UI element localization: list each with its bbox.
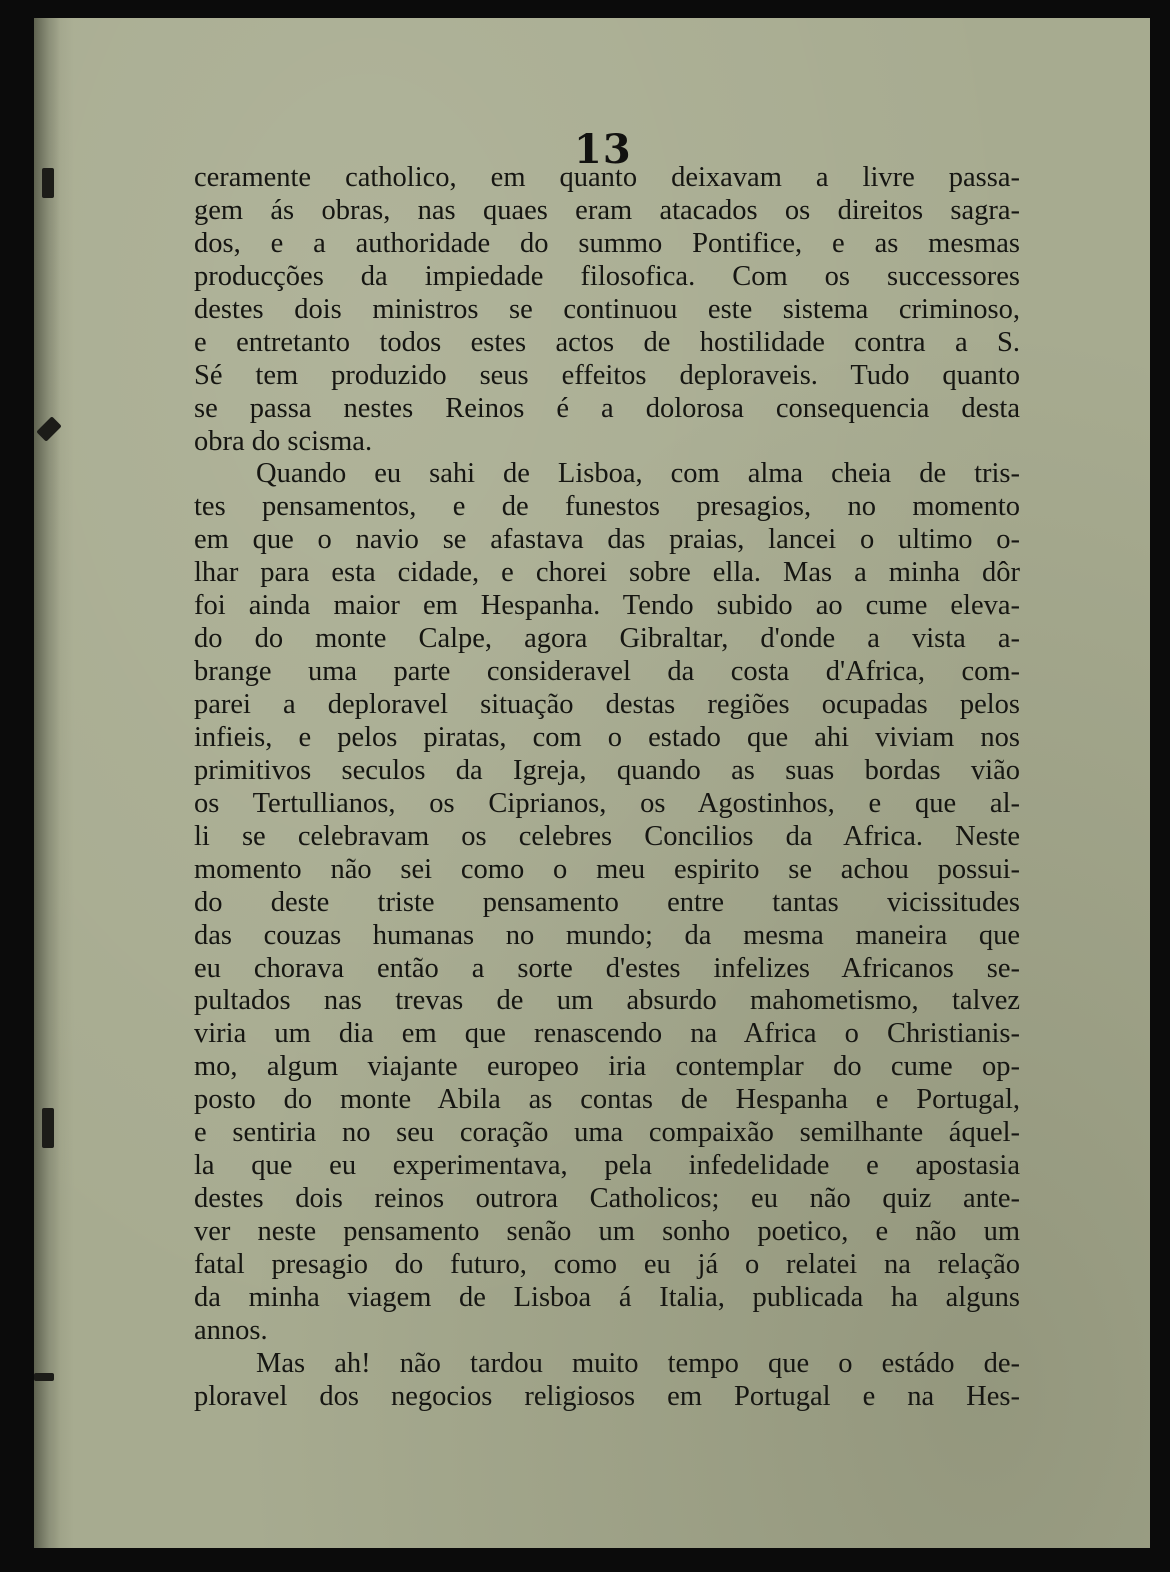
binding-thread-mark bbox=[34, 1373, 54, 1381]
binding-thread-mark bbox=[42, 168, 54, 198]
text-line: dos, e a authoridade do summo Pontifice, e as mesmas bbox=[194, 227, 1020, 259]
text-line: em que o navio se afastava das praias, lancei o ultimo o- bbox=[194, 524, 1020, 556]
text-line: brange uma parte consideravel da costa d'Africa, com- bbox=[194, 656, 1020, 688]
text-line: do deste triste pensamento entre tantas vicissitudes bbox=[194, 886, 1020, 918]
text-line: gem ás obras, nas quaes eram atacados os direitos sagra- bbox=[194, 194, 1020, 226]
text-line: e sentiria no seu coração uma compaixão semilhante áquel- bbox=[194, 1117, 1020, 1149]
text-line: eu chorava então a sorte d'estes infelizes Africanos se- bbox=[194, 952, 1020, 984]
text-line: producções da impiedade filosofica. Com os successores bbox=[194, 260, 1020, 292]
text-line: tes pensamentos, e de funestos presagios, no momento bbox=[194, 491, 1020, 523]
text-line: da minha viagem de Lisboa á Italia, publicada ha alguns bbox=[194, 1281, 1020, 1313]
text-line: momento não sei como o meu espirito se achou possui- bbox=[194, 853, 1020, 885]
text-line: ceramente catholico, em quanto deixavam a livre passa- bbox=[194, 162, 1020, 193]
text-line: destes dois reinos outrora Catholicos; eu não quiz ante- bbox=[194, 1183, 1020, 1215]
text-line: e entretanto todos estes actos de hostilidade contra a S. bbox=[194, 326, 1020, 358]
text-line: infieis, e pelos piratas, com o estado que ahi viviam nos bbox=[194, 721, 1020, 753]
page-number: 13 bbox=[574, 126, 632, 173]
text-line: parei a deploravel situação destas regiões ocupadas pelos bbox=[194, 689, 1020, 720]
text-line: Mas ah! não tardou muito tempo que o estádo de- bbox=[256, 1347, 1020, 1379]
text-line: os Tertullianos, os Ciprianos, os Agostinhos, e que al- bbox=[194, 787, 1020, 819]
text-line: fatal presagio do futuro, como eu já o relatei na relação bbox=[194, 1248, 1020, 1280]
text-line: Quando eu sahi de Lisboa, com alma cheia de tris- bbox=[256, 458, 1020, 490]
text-line: pultados nas trevas de um absurdo mahometismo, talvez bbox=[194, 985, 1020, 1017]
text-line: annos. bbox=[194, 1314, 268, 1346]
book-page bbox=[34, 18, 1150, 1548]
text-line: Sé tem produzido seus effeitos deploraveis. Tudo quanto bbox=[194, 359, 1020, 391]
text-line: foi ainda maior em Hespanha. Tendo subido ao cume eleva- bbox=[194, 590, 1020, 622]
body-text bbox=[194, 162, 1020, 1414]
text-line: das couzas humanas no mundo; da mesma maneira que bbox=[194, 919, 1020, 951]
text-line: viria um dia em que renascendo na Africa o Christianis- bbox=[194, 1018, 1020, 1050]
text-line: destes dois ministros se continuou este sistema criminoso, bbox=[194, 293, 1020, 325]
text-line: li se celebravam os celebres Concilios da Africa. Neste bbox=[194, 820, 1020, 852]
text-line: mo, algum viajante europeo iria contemplar do cume op- bbox=[194, 1051, 1020, 1083]
text-line: ploravel dos negocios religiosos em Portugal e na Hes- bbox=[194, 1380, 1020, 1412]
text-line: lhar para esta cidade, e chorei sobre ella. Mas a minha dôr bbox=[194, 557, 1020, 589]
text-line: obra do scisma. bbox=[194, 425, 373, 457]
text-line: primitivos seculos da Igreja, quando as suas bordas vião bbox=[194, 754, 1020, 786]
text-line: ver neste pensamento senão um sonho poetico, e não um bbox=[194, 1216, 1020, 1247]
text-line: se passa nestes Reinos é a dolorosa consequencia desta bbox=[194, 392, 1020, 424]
binding-edge bbox=[34, 18, 60, 1548]
binding-thread-mark bbox=[36, 416, 61, 441]
text-line: la que eu experimentava, pela infedelidade e apostasia bbox=[194, 1150, 1020, 1182]
text-line: do do monte Calpe, agora Gibraltar, d'onde a vista a- bbox=[194, 623, 1020, 655]
text-line: posto do monte Abila as contas de Hespanha e Portugal, bbox=[194, 1084, 1020, 1116]
binding-thread-mark bbox=[42, 1108, 54, 1148]
